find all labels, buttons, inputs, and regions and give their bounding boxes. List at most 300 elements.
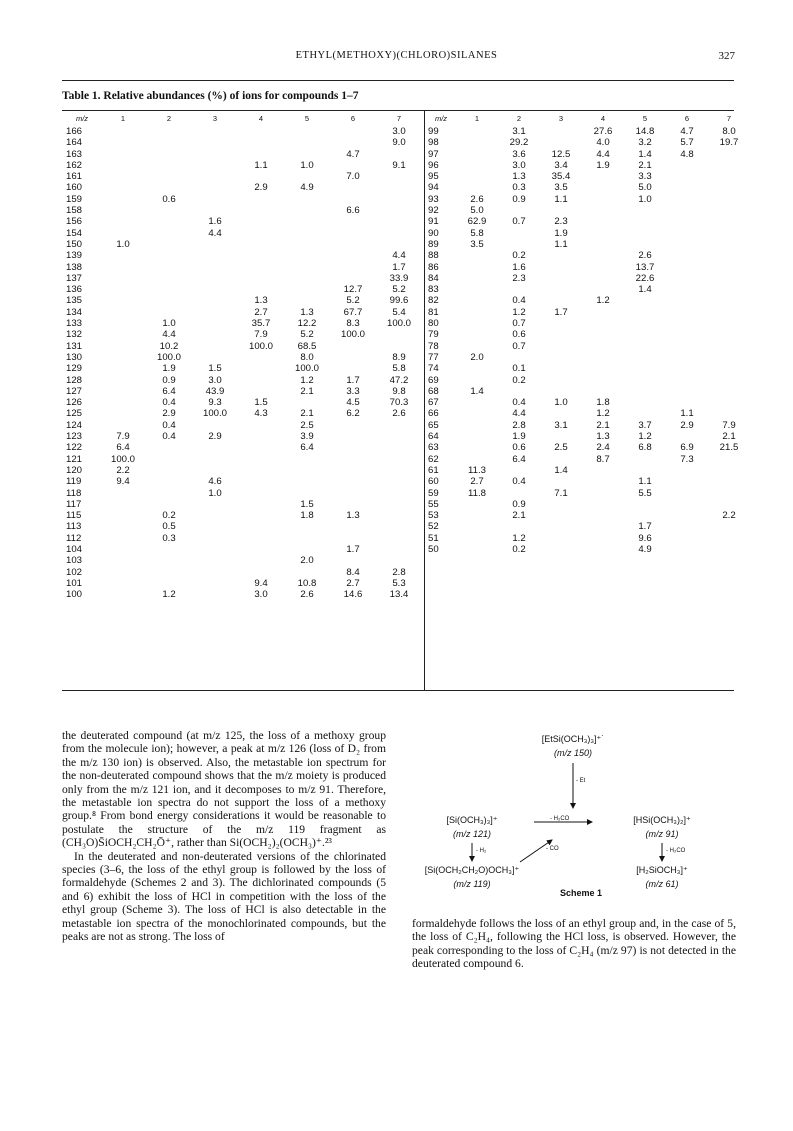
abundance-cell <box>330 465 376 476</box>
abundance-cell: 1.4 <box>554 464 568 476</box>
abundance-cell: 4.9 <box>300 182 314 194</box>
abundance-cell <box>100 160 146 171</box>
abundance-cell <box>284 273 330 284</box>
page-number: 327 <box>718 50 735 62</box>
abundance-cell <box>146 228 192 239</box>
abundance-cell: 8.9 <box>392 351 406 363</box>
mz-cell: 132 <box>66 329 83 341</box>
table-row <box>426 420 750 431</box>
abundance-cell <box>456 307 498 318</box>
abundance-cell: 1.5 <box>208 363 222 375</box>
scheme-title: Scheme 1 <box>560 888 603 898</box>
abundance-cell <box>624 454 666 465</box>
abundance-cell <box>284 216 330 227</box>
abundance-cell: 2.6 <box>300 589 314 601</box>
abundance-cell: 0.4 <box>162 397 176 409</box>
abundance-cell <box>456 363 498 374</box>
abundance-cell: 3.0 <box>392 126 406 137</box>
abundance-cell: 4.4 <box>512 408 526 420</box>
abundance-cell <box>666 284 708 295</box>
abundance-cell: 2.1 <box>596 419 610 431</box>
abundance-cell <box>376 465 422 476</box>
abundance-cell <box>666 295 708 306</box>
abundance-cell <box>708 239 750 250</box>
abundance-cell: 1.7 <box>392 261 406 273</box>
mz-cell: 79 <box>428 329 439 341</box>
abundance-cell <box>624 363 666 374</box>
abundance-cell <box>284 126 330 137</box>
table-row <box>64 295 422 306</box>
mz-cell: 60 <box>428 476 439 488</box>
abundance-cell <box>284 284 330 295</box>
column-header-compound-1: 1 <box>474 114 480 124</box>
mz-cell: 138 <box>66 261 83 273</box>
abundance-cell <box>456 284 498 295</box>
mz-cell: 127 <box>66 385 83 397</box>
abundance-cell <box>100 250 146 261</box>
abundance-cell <box>666 533 708 544</box>
abundance-cell <box>238 499 284 510</box>
abundance-cell <box>192 194 238 205</box>
mz-cell: 101 <box>66 577 83 589</box>
label-loss-h2: - H₂ <box>476 848 487 854</box>
mz-cell: 133 <box>66 318 83 330</box>
abundance-cell <box>666 476 708 487</box>
abundance-cell <box>146 216 192 227</box>
abundance-cell <box>146 307 192 318</box>
abundance-cell <box>330 194 376 205</box>
abundance-cell <box>146 262 192 273</box>
abundance-cell <box>284 488 330 499</box>
abundance-cell <box>540 363 582 374</box>
abundance-cell <box>624 465 666 476</box>
table-row <box>426 375 750 386</box>
abundance-cell <box>192 160 238 171</box>
abundance-cell <box>100 555 146 566</box>
abundance-cell: 1.1 <box>554 193 568 205</box>
abundance-cell <box>146 273 192 284</box>
table-right-half <box>426 112 750 555</box>
abundance-cell <box>192 521 238 532</box>
table-row <box>426 171 750 182</box>
abundance-cell <box>192 171 238 182</box>
abundance-cell: 21.5 <box>719 442 739 454</box>
abundance-cell: 2.0 <box>470 351 484 363</box>
mz-cell: 74 <box>428 363 439 375</box>
abundance-cell <box>708 149 750 160</box>
table-row <box>64 533 422 544</box>
abundance-cell: 1.3 <box>254 295 268 307</box>
mz-cell: 63 <box>428 442 439 454</box>
abundance-cell: 1.7 <box>346 543 360 555</box>
abundance-cell: 2.1 <box>300 408 314 420</box>
abundance-cell <box>666 262 708 273</box>
body-text-right-column: formaldehyde follows the loss of an ethyl group and, in the case of 5, the loss of C₂H₄, following the HCl loss, is observed. However, the peak corresponding to the loss of C₂H₄ (m/z 97) is not detected in the deuterated compound 6. <box>412 917 736 971</box>
abundance-cell <box>666 465 708 476</box>
table-row <box>426 341 750 352</box>
abundance-cell <box>540 510 582 521</box>
abundance-cell: 0.6 <box>512 329 526 341</box>
mz-cell: 62 <box>428 453 439 465</box>
abundance-cell <box>100 420 146 431</box>
abundance-cell <box>238 521 284 532</box>
abundance-cell <box>192 273 238 284</box>
abundance-cell <box>624 386 666 397</box>
abundance-cell <box>330 216 376 227</box>
abundance-cell <box>582 352 624 363</box>
abundance-cell <box>582 228 624 239</box>
abundance-cell <box>540 273 582 284</box>
abundance-cell <box>376 341 422 352</box>
table-row <box>64 454 422 465</box>
abundance-cell <box>100 567 146 578</box>
abundance-cell: 2.1 <box>638 159 652 171</box>
column-header-compound-5: 5 <box>642 114 648 124</box>
abundance-cell: 1.4 <box>638 148 652 160</box>
abundance-cell: 1.1 <box>680 408 694 420</box>
abundance-cell <box>456 442 498 453</box>
table-row <box>426 488 750 499</box>
abundance-cell: 3.3 <box>346 385 360 397</box>
abundance-cell <box>100 262 146 273</box>
mz-cell: 150 <box>66 238 83 250</box>
abundance-cell <box>192 578 238 589</box>
abundance-cell <box>582 510 624 521</box>
abundance-cell <box>666 228 708 239</box>
abundance-cell <box>284 454 330 465</box>
abundance-cell <box>146 544 192 555</box>
abundance-cell <box>100 352 146 363</box>
abundance-cell <box>330 273 376 284</box>
abundance-cell <box>100 397 146 408</box>
abundance-cell <box>666 341 708 352</box>
abundance-cell <box>238 442 284 453</box>
abundance-cell <box>708 488 750 499</box>
abundance-cell <box>666 544 708 555</box>
abundance-cell: 0.1 <box>512 363 526 375</box>
abundance-cell <box>624 295 666 306</box>
abundance-cell <box>284 521 330 532</box>
abundance-cell: 1.9 <box>162 363 176 375</box>
abundance-cell <box>540 476 582 487</box>
abundance-cell: 6.4 <box>162 385 176 397</box>
abundance-cell <box>624 408 666 419</box>
abundance-cell: 1.4 <box>470 385 484 397</box>
abundance-cell <box>330 250 376 261</box>
abundance-cell <box>192 533 238 544</box>
mz-cell: 91 <box>428 216 439 228</box>
table-caption: Table 1. Relative abundances (%) of ions for compounds 1–7 <box>62 90 359 102</box>
abundance-cell <box>376 205 422 216</box>
abundance-cell: 12.5 <box>551 148 571 160</box>
abundance-cell <box>376 171 422 182</box>
table-row <box>426 126 750 137</box>
abundance-cell <box>540 137 582 148</box>
abundance-cell <box>582 307 624 318</box>
column-header-compound-2: 2 <box>516 114 522 124</box>
abundance-cell <box>238 420 284 431</box>
mz-cell: 81 <box>428 306 439 318</box>
abundance-cell: 2.6 <box>638 250 652 262</box>
abundance-cell: 6.6 <box>346 205 360 217</box>
abundance-cell: 100.0 <box>156 351 181 363</box>
abundance-cell <box>456 273 498 284</box>
mz-cell: 117 <box>66 498 82 510</box>
abundance-cell <box>540 386 582 397</box>
table-bottom-rule <box>62 690 734 691</box>
mz-cell: 59 <box>428 487 439 499</box>
abundance-cell <box>146 137 192 148</box>
abundance-cell: 5.4 <box>392 306 406 318</box>
abundance-cell <box>330 363 376 374</box>
mz-cell: 137 <box>66 272 83 284</box>
abundance-cell: 19.7 <box>719 137 739 149</box>
abundance-cell <box>238 149 284 160</box>
abundance-cell: 2.4 <box>596 442 610 454</box>
abundance-cell <box>284 567 330 578</box>
abundance-cell: 0.6 <box>512 442 526 454</box>
abundance-cell <box>238 126 284 137</box>
abundance-cell <box>238 284 284 295</box>
abundance-cell <box>192 329 238 340</box>
abundance-cell <box>100 488 146 499</box>
abundance-cell: 1.1 <box>254 159 268 171</box>
abundance-cell <box>146 465 192 476</box>
abundance-cell: 1.9 <box>554 227 568 239</box>
table-row <box>64 555 422 566</box>
table-row <box>426 521 750 532</box>
abundance-cell <box>666 488 708 499</box>
mz-cell: 65 <box>428 419 439 431</box>
abundance-cell: 0.4 <box>162 419 176 431</box>
abundance-cell <box>376 476 422 487</box>
abundance-cell <box>540 499 582 510</box>
abundance-cell <box>582 476 624 487</box>
abundance-cell <box>624 341 666 352</box>
abundance-cell <box>330 126 376 137</box>
abundance-cell <box>582 239 624 250</box>
abundance-cell <box>540 284 582 295</box>
abundance-cell <box>666 363 708 374</box>
abundance-cell <box>498 205 540 216</box>
abundance-cell: 5.2 <box>346 295 360 307</box>
table-row <box>426 262 750 273</box>
abundance-cell <box>238 216 284 227</box>
abundance-cell <box>100 499 146 510</box>
abundance-cell <box>540 533 582 544</box>
abundance-cell <box>100 341 146 352</box>
abundance-cell: 4.4 <box>162 329 176 341</box>
mz-cell: 67 <box>428 397 439 409</box>
abundance-cell <box>100 216 146 227</box>
label-loss-ethyl: - Et <box>576 778 586 784</box>
abundance-cell: 14.6 <box>343 589 363 601</box>
abundance-cell <box>192 250 238 261</box>
abundance-cell <box>376 510 422 521</box>
mz-cell: 69 <box>428 374 439 386</box>
abundance-cell: 1.1 <box>554 238 568 250</box>
table-row <box>426 318 750 329</box>
abundance-cell: 8.0 <box>722 126 736 137</box>
abundance-cell: 1.7 <box>554 306 568 318</box>
abundance-cell <box>708 397 750 408</box>
abundance-cell: 6.4 <box>512 453 526 465</box>
mz-cell: 113 <box>66 521 82 533</box>
abundance-cell: 1.0 <box>554 397 568 409</box>
mz-cell: 131 <box>66 340 83 352</box>
abundance-cell: 1.9 <box>596 159 610 171</box>
abundance-cell: 1.8 <box>596 397 610 409</box>
mz-cell: 125 <box>66 408 83 420</box>
mz-cell: 162 <box>66 159 83 171</box>
table-row <box>64 420 422 431</box>
table-row <box>64 499 422 510</box>
abundance-cell <box>100 521 146 532</box>
abundance-cell <box>708 160 750 171</box>
abundance-cell: 100.0 <box>202 408 227 420</box>
table-row <box>64 386 422 397</box>
abundance-cell <box>624 307 666 318</box>
abundance-cell <box>146 149 192 160</box>
abundance-cell <box>624 397 666 408</box>
abundance-cell <box>666 386 708 397</box>
abundance-cell <box>708 352 750 363</box>
table-row <box>426 182 750 193</box>
abundance-cell <box>456 544 498 555</box>
abundance-cell <box>708 363 750 374</box>
abundance-cell <box>192 352 238 363</box>
table-row <box>426 363 750 374</box>
table-top-rule <box>62 110 734 111</box>
mz-cell: 158 <box>66 205 83 217</box>
abundance-cell <box>540 205 582 216</box>
table-left-half <box>64 112 422 600</box>
mz-cell: 61 <box>428 464 439 476</box>
abundance-cell <box>330 420 376 431</box>
abundance-cell: 0.3 <box>162 532 176 544</box>
abundance-cell <box>192 262 238 273</box>
abundance-cell: 2.0 <box>300 555 314 567</box>
abundance-cell <box>192 182 238 193</box>
abundance-cell: 1.2 <box>512 306 526 318</box>
column-header-compound-5: 5 <box>304 114 310 124</box>
ion-ethyltrimethoxysilane: [EtSi(OCH₃)₃]⁺˙ <box>541 734 605 744</box>
abundance-cell: 2.5 <box>300 419 314 431</box>
mz-cell: 160 <box>66 182 83 194</box>
abundance-cell: 8.4 <box>346 566 360 578</box>
abundance-cell <box>284 476 330 487</box>
abundance-cell <box>456 499 498 510</box>
abundance-cell: 2.1 <box>512 510 526 522</box>
abundance-cell: 7.0 <box>346 171 360 183</box>
abundance-cell <box>456 160 498 171</box>
abundance-cell: 0.2 <box>512 250 526 262</box>
abundance-cell: 9.3 <box>208 397 222 409</box>
column-header-mz: m/z <box>434 114 448 124</box>
abundance-cell <box>540 352 582 363</box>
abundance-cell <box>238 363 284 374</box>
abundance-cell <box>582 194 624 205</box>
abundance-cell: 3.1 <box>512 126 526 137</box>
abundance-cell: 0.5 <box>162 521 176 533</box>
table-row <box>64 363 422 374</box>
abundance-cell <box>330 431 376 442</box>
abundance-cell: 2.8 <box>392 566 406 578</box>
abundance-cell <box>456 454 498 465</box>
abundance-cell: 0.4 <box>512 397 526 409</box>
abundance-cell <box>192 307 238 318</box>
abundance-cell: 1.6 <box>512 261 526 273</box>
table-header-row <box>426 112 750 126</box>
abundance-cell: 47.2 <box>389 374 409 386</box>
table-row <box>64 171 422 182</box>
abundance-cell <box>708 408 750 419</box>
table-row <box>64 160 422 171</box>
mz-cell: 64 <box>428 431 439 443</box>
abundance-cell <box>238 386 284 397</box>
abundance-cell: 2.1 <box>722 431 736 443</box>
abundance-cell <box>708 318 750 329</box>
table-row <box>426 273 750 284</box>
mz-cell: 77 <box>428 351 439 363</box>
abundance-cell: 9.6 <box>638 532 652 544</box>
paragraph: the deuterated compound (at m/z 125, the loss of a methoxy group from the molecule ion); however, a peak at m/z 126 (loss of D₂ from the m/z 130 ion) is observed. Also, the metastable ion spectrum for the non-deuterated compound shows that the m/z moiety is produced only from the m/z 121 ion, and it decomposes to m/z 91. Therefore, the metastable ion spectra do not support the loss of a methoxy group.⁸ From bond energy considerations it would be reasonable to postulate the structure of the m/z 119 fragment as (CH₃O)S̄iOCH₂CH₂Ō⁺, rather than Si(OCH₂)₂(OCH₃)⁺.²³ <box>62 729 386 850</box>
abundance-cell <box>284 262 330 273</box>
abundance-cell: 9.1 <box>392 159 406 171</box>
abundance-cell <box>582 363 624 374</box>
mz-cell: 53 <box>428 510 439 522</box>
table-row <box>64 250 422 261</box>
mz-cell: 93 <box>428 193 439 205</box>
abundance-cell <box>624 375 666 386</box>
column-header-mz: m/z <box>75 114 89 124</box>
abundance-cell <box>192 555 238 566</box>
abundance-cell <box>624 216 666 227</box>
abundance-cell: 4.6 <box>208 476 222 488</box>
abundance-cell: 1.2 <box>596 408 610 420</box>
abundance-cell <box>582 262 624 273</box>
abundance-cell <box>100 295 146 306</box>
abundance-cell <box>100 318 146 329</box>
abundance-cell: 0.9 <box>162 374 176 386</box>
abundance-cell: 3.5 <box>554 182 568 194</box>
abundance-cell <box>708 499 750 510</box>
abundance-cell <box>540 250 582 261</box>
abundance-cell <box>666 521 708 532</box>
abundance-cell <box>284 137 330 148</box>
mz-cell: 94 <box>428 182 439 194</box>
abundance-cell <box>192 205 238 216</box>
abundance-cell <box>100 137 146 148</box>
table-row <box>426 307 750 318</box>
table-row <box>64 408 422 419</box>
abundance-cell: 0.2 <box>512 543 526 555</box>
abundance-cell: 3.9 <box>300 431 314 443</box>
table-row <box>64 149 422 160</box>
table-row <box>64 544 422 555</box>
abundance-cell <box>540 341 582 352</box>
abundance-cell <box>498 284 540 295</box>
abundance-cell <box>100 205 146 216</box>
abundance-cell: 3.5 <box>470 238 484 250</box>
abundance-cell: 29.2 <box>509 137 529 149</box>
abundance-cell <box>456 295 498 306</box>
abundance-cell <box>330 228 376 239</box>
abundance-cell <box>708 284 750 295</box>
abundance-cell <box>100 126 146 137</box>
table-row <box>426 160 750 171</box>
abundance-cell <box>192 137 238 148</box>
